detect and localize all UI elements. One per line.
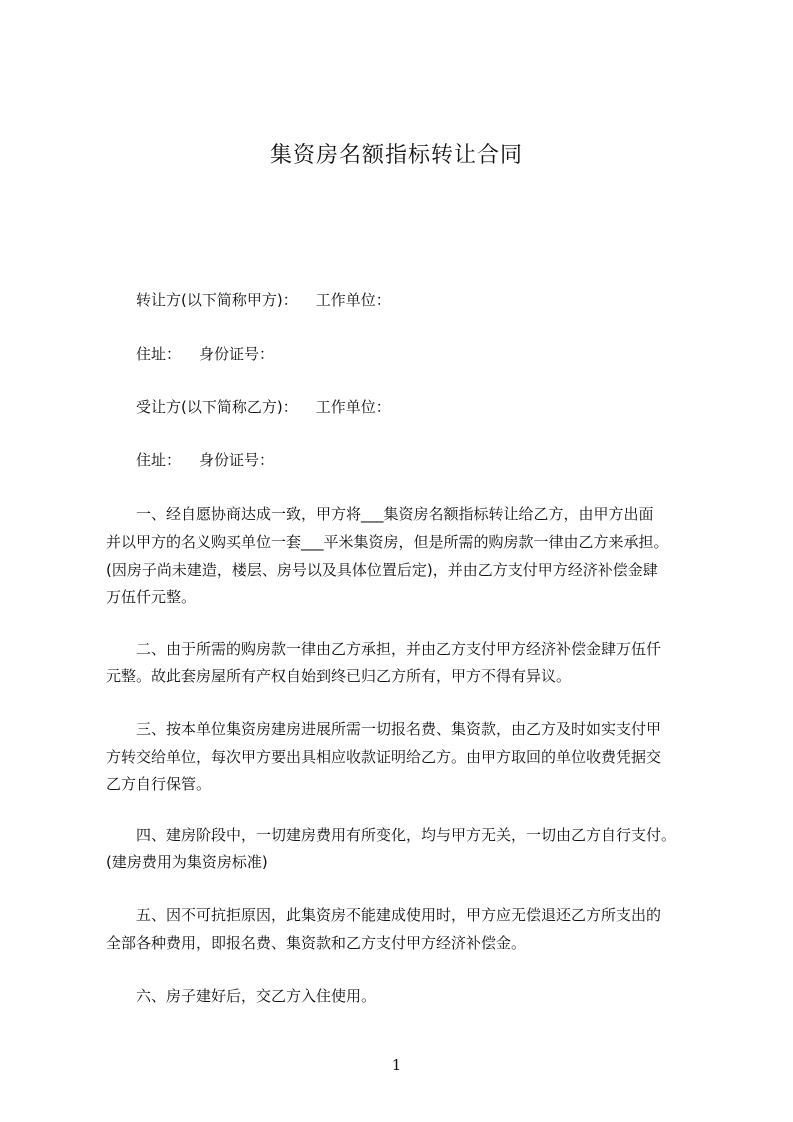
page-number: 1 (391, 1056, 402, 1074)
party-b-address-line (136, 446, 746, 474)
clause-2-line-2: 元整。故此套房屋所有产权自始到终已归乙方所有，甲方不得有异议。 (106, 667, 572, 685)
party-a-id-label: 身份证号： (199, 345, 275, 363)
document-title: 集资房名额指标转让合同 (269, 143, 523, 168)
party-b-label: 受让方(以下简称乙方)： (136, 398, 298, 416)
clause-3-line-2: 方转交给单位，每次甲方要出具相应收款证明给乙方。由甲方取回的单位收费凭据交 (106, 748, 662, 766)
clause-4-line-2: (建房费用为集资房标准) (106, 853, 268, 871)
clause-3-line-1: 三、按本单位集资房建房进展所需一切报名费、集资款，由乙方及时如实支付甲 (136, 720, 662, 738)
clause-4-line-1: 四、建房阶段中，一切建房费用有所变化，均与甲方无关，一切由乙方自行支付。 (136, 826, 677, 844)
clause-5-line-1: 五、因不可抗拒原因，此集资房不能建成使用时，甲方应无偿退还乙方所支出的 (136, 906, 662, 924)
party-b-work-unit-label: 工作单位： (315, 398, 391, 416)
party-a-work-unit-label: 工作单位： (315, 291, 391, 309)
party-a-address-label: 住址： (136, 345, 182, 363)
clause-5-line-2: 全部各种费用，即报名费、集资款和乙方支付甲方经济补偿金。 (106, 934, 527, 952)
clause-1-line-1: 一、经自愿协商达成一致，甲方将___集资房名额指标转让给乙方，由甲方出面 (136, 505, 654, 523)
party-b-id-label: 身份证号： (199, 451, 275, 469)
clause-1-line-2: 并以甲方的名义购买单位一套___平米集资房，但是所需的购房款一律由乙方来承担。 (106, 533, 669, 551)
party-b-line (136, 393, 746, 421)
clause-3-line-3: 乙方自行保管。 (106, 775, 212, 793)
party-b-address-label: 住址： (136, 451, 182, 469)
party-a-label: 转让方(以下简称甲方)： (136, 291, 298, 309)
clause-1-line-3: (因房子尚未建造，楼层、房号以及具体位置后定)，并由乙方支付甲方经济补偿金肆 (106, 561, 658, 579)
party-a-address-line (136, 340, 746, 368)
clause-2-line-1: 二、由于所需的购房款一律由乙方承担，并由乙方支付甲方经济补偿金肆万伍仟 (136, 640, 662, 658)
party-a-line (136, 286, 746, 314)
clause-6-line-1: 六、房子建好后，交乙方入住使用。 (136, 987, 377, 1005)
clause-1-line-4: 万伍仟元整。 (106, 588, 197, 606)
